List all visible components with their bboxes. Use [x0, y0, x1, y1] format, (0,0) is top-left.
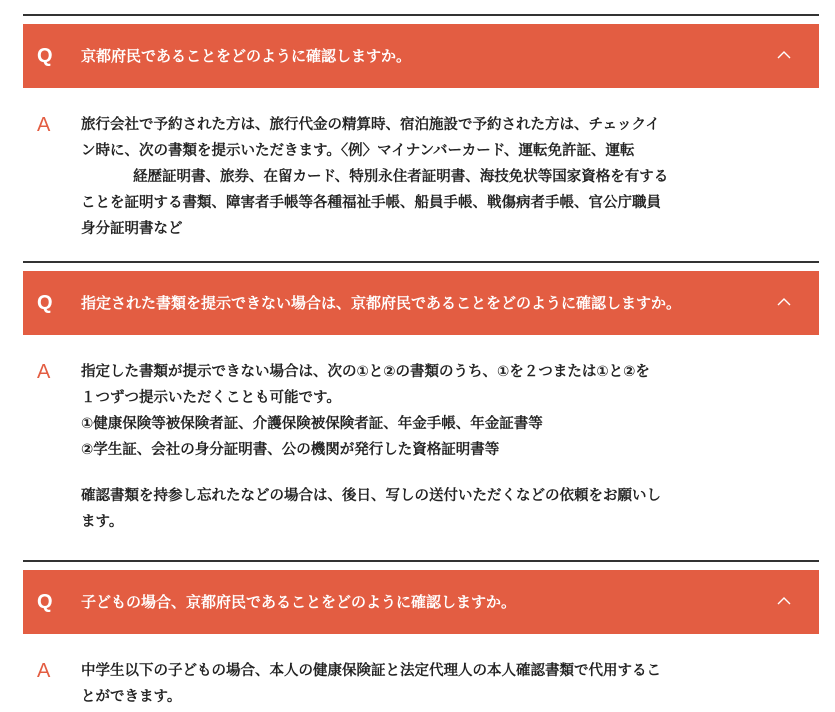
answer-line: 旅行会社で予約された方は、旅行代金の精算時、宿泊施設で予約された方は、チェックイ	[81, 117, 660, 133]
faq-answer-text	[81, 658, 761, 710]
faq-divider	[23, 560, 819, 562]
question-mark-label: Q	[37, 591, 53, 613]
faq-divider	[23, 261, 819, 263]
answer-line: ②学生証、会社の身分証明書、公の機関が発行した資格証明書等	[81, 442, 500, 458]
answer-line: とができます。	[81, 689, 182, 705]
faq-divider	[23, 14, 819, 16]
question-mark-label: Q	[37, 45, 53, 67]
answer-line: ン時に、次の書類を提示いただきます。〈例〉マイナンバーカード、運転免許証、運転	[81, 143, 635, 159]
chevron-up-icon[interactable]	[777, 50, 791, 60]
faq-answer-text	[81, 359, 761, 535]
faq-question-text: 京都府民であることをどのように確認しますか。	[81, 47, 412, 65]
answer-line: 身分証明書など	[81, 221, 183, 237]
chevron-up-icon[interactable]	[777, 596, 791, 606]
faq-question-toggle[interactable]	[23, 570, 819, 634]
faq-question-toggle[interactable]	[23, 271, 819, 335]
answer-line: ことを証明する書類、障害者手帳等各種福祉手帳、船員手帳、戦傷病者手帳、官公庁職員	[81, 195, 661, 211]
answer-line: 指定した書類が提示できない場合は、次の①と②の書類のうち、①を２つまたは①と②を	[81, 364, 650, 380]
faq-question-toggle[interactable]	[23, 24, 819, 88]
chevron-up-icon[interactable]	[777, 297, 791, 307]
question-mark-label: Q	[37, 292, 53, 314]
faq-answer-text	[81, 112, 761, 242]
answer-line: 経歴証明書、旅券、在留カード、特別永住者証明書、海技免状等国家資格を有する	[133, 169, 669, 185]
faq-question-text: 子どもの場合、京都府民であることをどのように確認しますか。	[81, 593, 517, 611]
answer-line: ①健康保険等被保険者証、介護保険被保険者証、年金手帳、年金証書等	[81, 416, 543, 432]
answer-mark-label: A	[37, 660, 51, 682]
faq-question-text: 指定された書類を提示できない場合は、京都府民であることをどのように確認しますか。	[81, 294, 682, 312]
answer-line: ます。	[81, 514, 124, 530]
answer-line: １つずつ提示いただくことも可能です。	[81, 390, 341, 406]
answer-line: 中学生以下の子どもの場合、本人の健康保険証と法定代理人の本人確認書類で代用するこ	[81, 663, 661, 679]
answer-line: 確認書類を持参し忘れたなどの場合は、後日、写しの送付いただくなどの依頼をお願いし	[81, 488, 661, 504]
answer-mark-label: A	[37, 361, 51, 383]
answer-mark-label: A	[37, 114, 51, 136]
paragraph-gap	[81, 463, 761, 483]
